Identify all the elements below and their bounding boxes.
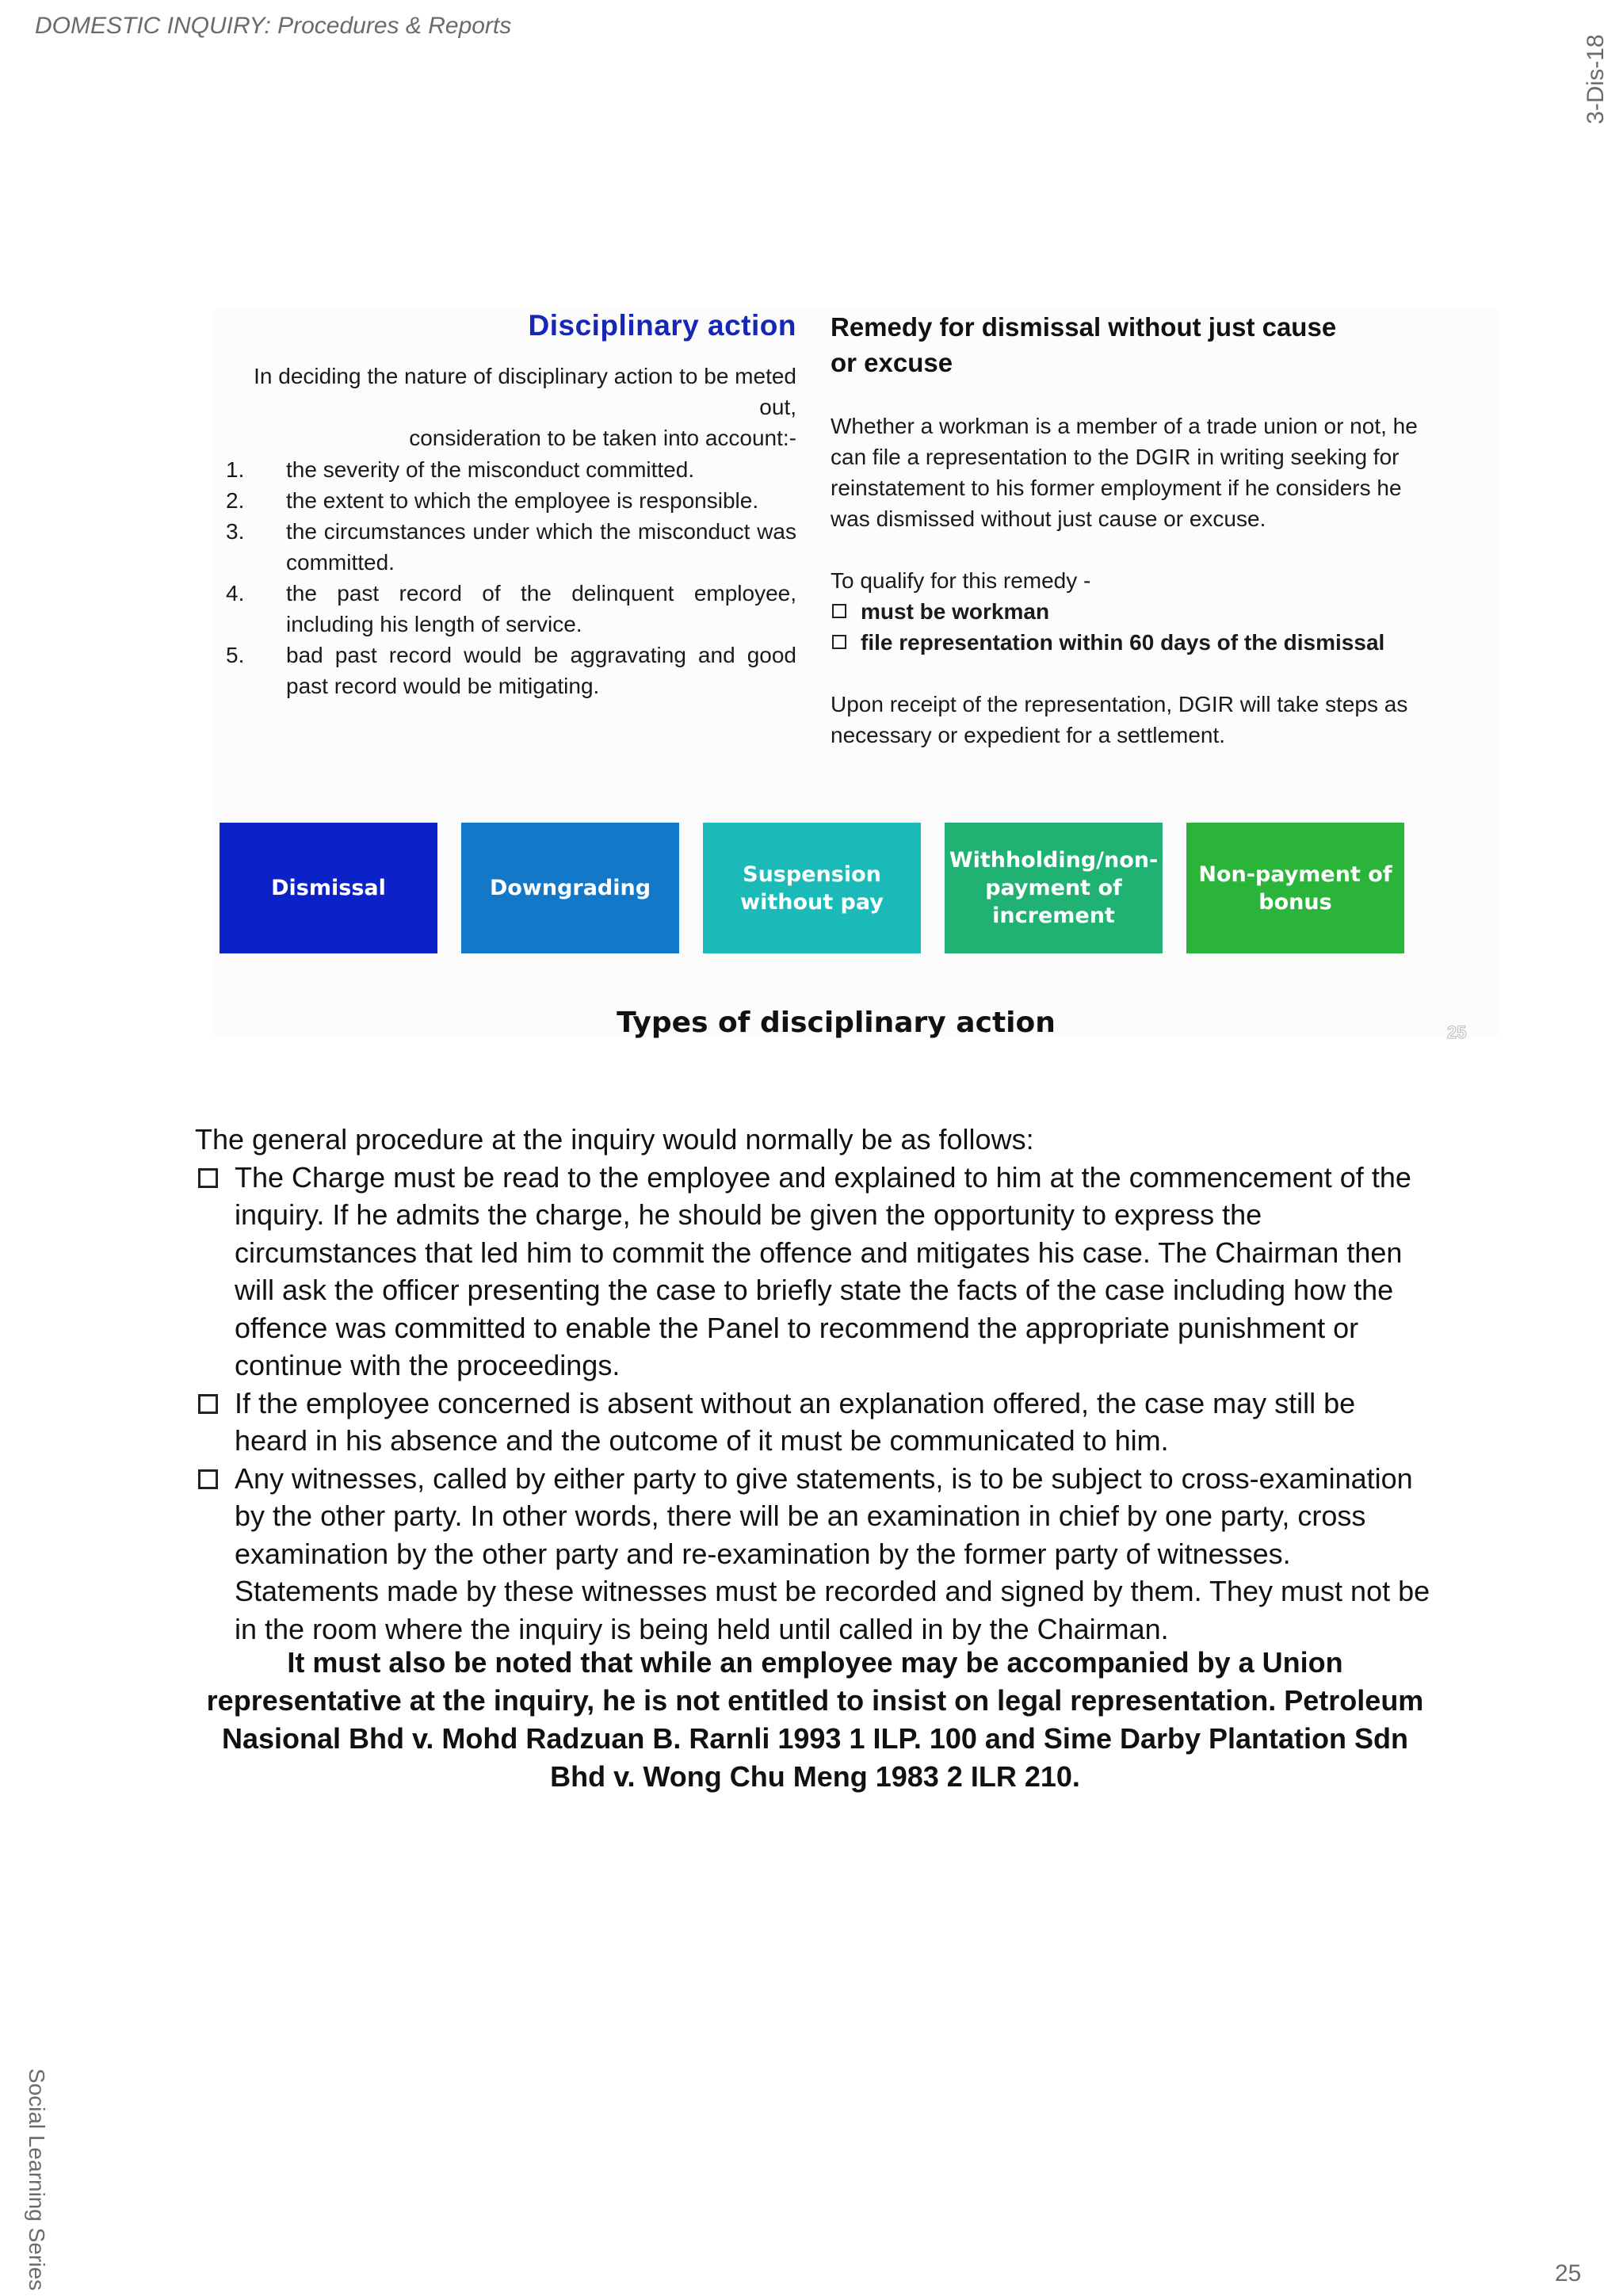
action-label: Withholding/non-payment of increment: [949, 848, 1159, 928]
slide-number: 25: [1447, 1022, 1467, 1042]
action-box-suspension: [703, 823, 921, 953]
factor-item: [226, 454, 796, 485]
factor-number: 3.: [226, 519, 245, 544]
header-title: DOMESTIC INQUIRY: Procedures & Reports: [35, 13, 512, 39]
series-label: [16, 2069, 57, 2290]
action-label: Non-payment of bonus: [1198, 861, 1392, 915]
checkbox-icon: [198, 1168, 218, 1188]
action-label: Downgrading: [489, 876, 651, 900]
factor-text: bad past record would be aggravating and good past record would be mitigating.: [286, 643, 796, 698]
factor-item: [226, 516, 796, 578]
factor-item: [226, 578, 796, 640]
factor-list: [226, 454, 796, 701]
disciplinary-action-title: Disciplinary action: [528, 309, 796, 342]
procedure-item: [195, 1385, 1435, 1460]
header-date-text: 3-Dis-18: [1583, 34, 1609, 124]
procedure-item-text: The Charge must be read to the employee and explained to him at the commencement of the inquiry. If he admits the charge, he should be given the opportunity to express the circumstances that led him to commit the offence and mitigates his case. The Chairman then will ask the officer presenting the case to briefly state the facts of the case including how the offence was committed to enable the Panel to recommend the appropriate punishment or continue with the proceedings.: [235, 1160, 1411, 1381]
procedure-item-text: Any witnesses, called by either party to give statements, is to be subject to cross-examination by the other party. In other words, there will be an examination in chief by one party, cross examination by the other party and re-examination by the former party of witnesses. Statements made by these witnesses must be recorded and signed by them. They must not be in the room where the inquiry is being held until called in by the Chairman.: [235, 1461, 1430, 1645]
intro-line-1: In deciding the nature of disciplinary action to be meted out,: [254, 364, 796, 419]
page-number: 25: [1555, 2260, 1582, 2286]
factor-number: 4.: [226, 581, 245, 606]
checkbox-icon: [832, 635, 846, 649]
remedy-paragraph-2: Upon receipt of the representation, DGIR will take steps as necessary or expedient for a settlement.: [831, 692, 1408, 747]
procedure-section: [195, 1121, 1435, 1648]
series-label-text: Social Learning Series: [25, 2068, 49, 2291]
remedy-paragraph-1: Whether a workman is a member of a trade union or not, he can file a representation to the DGIR in writing seeking for reinstatement to his former employment if he considers he was dismissed without just cause or excuse.: [831, 414, 1418, 531]
header-date: [1572, 24, 1620, 135]
remedy-body: [831, 411, 1433, 751]
action-box-dismissal: [220, 823, 437, 953]
factor-text: the past record of the delinquent employee, including his length of service.: [286, 581, 796, 636]
checkbox-icon: [198, 1394, 218, 1414]
legal-representation-note: It must also be noted that while an employee may be accompanied by a Union representative at the inquiry, he is not entitled to insist on legal representation. Petroleum Nasional Bhd v. Mohd Radzuan B. Rarnli 1993 1 ILP. 100 and Sime Darby Plantation Sdn Bhd v. Wong Chu Meng 1983 2 ILR 210.: [206, 1646, 1424, 1793]
factor-text: the circumstances under which the misconduct was committed.: [286, 519, 796, 575]
action-label: Dismissal: [271, 876, 386, 900]
factor-number: 1.: [226, 457, 245, 482]
factor-text: the severity of the misconduct committed.: [286, 457, 695, 482]
action-box-non-payment-bonus: [1186, 823, 1404, 953]
factor-number: 2.: [226, 488, 245, 513]
remedy-title: Remedy for dismissal without just cause or excuse: [831, 312, 1337, 377]
checkbox-icon: [198, 1469, 218, 1489]
action-label: Suspension without pay: [740, 861, 884, 915]
procedure-item: [195, 1159, 1435, 1385]
qualify-item-text: file representation within 60 days of the dismissal: [861, 630, 1385, 655]
checkbox-icon: [832, 604, 846, 618]
action-box-withholding-increment: [945, 823, 1163, 953]
procedure-item-text: If the employee concerned is absent without an explanation offered, the case may still be heard in his absence and the outcome of it must be communicated to him.: [235, 1386, 1356, 1457]
factor-number: 5.: [226, 643, 245, 667]
qualify-item-text: must be workman: [861, 599, 1050, 624]
qualify-intro: To qualify for this remedy -: [831, 568, 1091, 593]
qualify-item: [831, 627, 1433, 658]
types-title: Types of disciplinary action: [617, 1007, 1056, 1039]
intro-line-2: consideration to be taken into account:-: [409, 426, 796, 450]
factor-item: [226, 640, 796, 701]
disciplinary-action-intro: [222, 361, 796, 453]
factor-item: [226, 485, 796, 516]
procedure-item: [195, 1460, 1435, 1648]
factor-text: the extent to which the employee is responsible.: [286, 488, 759, 513]
qualify-item: [831, 596, 1433, 627]
procedure-intro: The general procedure at the inquiry would normally be as follows:: [195, 1123, 1034, 1156]
action-box-downgrading: [461, 823, 679, 953]
